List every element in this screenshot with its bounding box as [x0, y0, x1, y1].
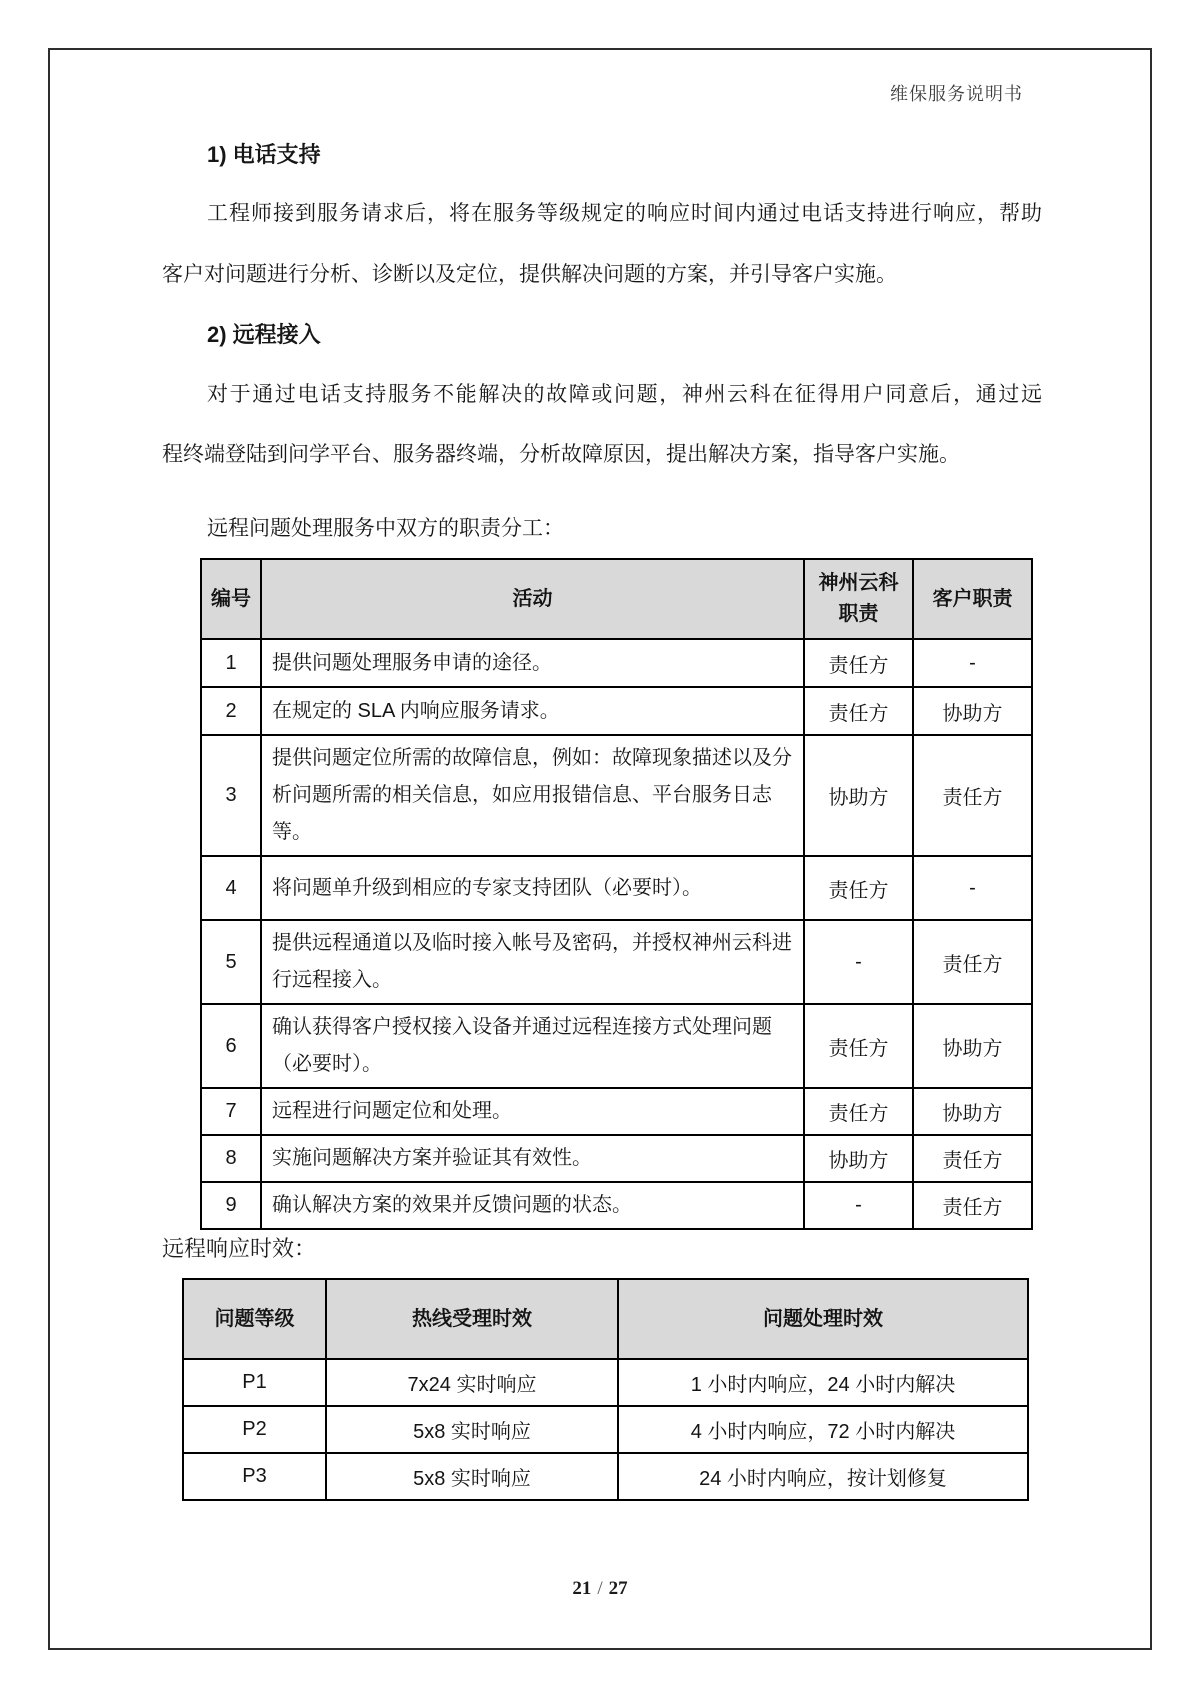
- cell-vendor-role: 责任方: [804, 856, 913, 920]
- section-1-paragraph-line-1: 工程师接到服务请求后，将在服务等级规定的响应时间内通过电话支持进行响应，帮助: [207, 202, 1042, 225]
- cell-activity: 确认获得客户授权接入设备并通过远程连接方式处理问题（必要时）。: [261, 1004, 804, 1088]
- page-number-total: 27: [608, 1578, 628, 1599]
- cell-vendor-role: 责任方: [804, 639, 913, 687]
- page-number-current: 21: [572, 1578, 592, 1599]
- header-vendor-role-text: 神州云科职责: [818, 572, 899, 625]
- responsibilities-header-row: [201, 559, 1032, 639]
- sla-header-row: [183, 1279, 1028, 1359]
- document-page-frame: [48, 48, 1152, 1650]
- table-row: [201, 1004, 1032, 1088]
- cell-activity: 在规定的 SLA 内响应服务请求。: [261, 687, 804, 735]
- cell-level: P3: [183, 1453, 326, 1500]
- cell-handling: 24 小时内响应，按计划修复: [618, 1453, 1028, 1500]
- cell-activity: 提供问题处理服务申请的途径。: [261, 639, 804, 687]
- document-header-title: 维保服务说明书: [890, 84, 1023, 104]
- cell-vendor-role: 责任方: [804, 1004, 913, 1088]
- cell-no: 5: [201, 920, 261, 1004]
- table-row: [201, 735, 1032, 856]
- sla-header-handling: 问题处理时效: [618, 1279, 1028, 1359]
- section-1-heading: 1) 电话支持: [207, 142, 321, 167]
- cell-vendor-role: -: [804, 920, 913, 1004]
- section-2-paragraph-line-1: 对于通过电话支持服务不能解决的故障或问题，神州云科在征得用户同意后，通过远: [207, 383, 1042, 406]
- cell-no: 8: [201, 1135, 261, 1182]
- cell-no: 7: [201, 1088, 261, 1135]
- header-activity: 活动: [261, 559, 804, 639]
- table-row: [201, 639, 1032, 687]
- cell-customer-role: -: [913, 856, 1032, 920]
- cell-activity: 提供远程通道以及临时接入帐号及密码，并授权神州云科进行远程接入。: [261, 920, 804, 1004]
- section-2-heading: 2) 远程接入: [207, 322, 321, 347]
- cell-vendor-role: 责任方: [804, 687, 913, 735]
- cell-level: P2: [183, 1406, 326, 1453]
- cell-customer-role: 协助方: [913, 1088, 1032, 1135]
- table-row: [201, 920, 1032, 1004]
- page-number-separator: /: [597, 1578, 603, 1599]
- section-1-paragraph-line-2: 客户对问题进行分析、诊断以及定位，提供解决问题的方案，并引导客户实施。: [162, 263, 897, 286]
- cell-activity: 实施问题解决方案并验证其有效性。: [261, 1135, 804, 1182]
- cell-no: 9: [201, 1182, 261, 1229]
- cell-no: 6: [201, 1004, 261, 1088]
- cell-hotline: 5x8 实时响应: [326, 1406, 618, 1453]
- sla-header-level: 问题等级: [183, 1279, 326, 1359]
- sla-row: [183, 1359, 1028, 1406]
- cell-activity: 将问题单升级到相应的专家支持团队（必要时）。: [261, 856, 804, 920]
- table-row: [201, 856, 1032, 920]
- cell-customer-role: 责任方: [913, 735, 1032, 856]
- cell-customer-role: 责任方: [913, 1182, 1032, 1229]
- table-row: [201, 687, 1032, 735]
- sla-row: [183, 1453, 1028, 1500]
- sla-row: [183, 1406, 1028, 1453]
- table-row: [201, 1135, 1032, 1182]
- cell-level: P1: [183, 1359, 326, 1406]
- table-row: [201, 1182, 1032, 1229]
- cell-customer-role: -: [913, 639, 1032, 687]
- cell-no: 4: [201, 856, 261, 920]
- header-no: 编号: [201, 559, 261, 639]
- cell-no: 1: [201, 639, 261, 687]
- cell-customer-role: 责任方: [913, 1135, 1032, 1182]
- cell-activity: 远程进行问题定位和处理。: [261, 1088, 804, 1135]
- cell-hotline: 7x24 实时响应: [326, 1359, 618, 1406]
- cell-handling: 1 小时内响应，24 小时内解决: [618, 1359, 1028, 1406]
- cell-customer-role: 责任方: [913, 920, 1032, 1004]
- responsibilities-table: [200, 558, 1033, 1230]
- sla-table-caption: 远程响应时效：: [162, 1236, 317, 1261]
- cell-hotline: 5x8 实时响应: [326, 1453, 618, 1500]
- header-customer-role: 客户职责: [913, 559, 1032, 639]
- sla-table: [182, 1278, 1029, 1501]
- cell-vendor-role: 协助方: [804, 1135, 913, 1182]
- responsibilities-table-caption: 远程问题处理服务中双方的职责分工：: [207, 517, 564, 540]
- cell-vendor-role: 责任方: [804, 1088, 913, 1135]
- cell-no: 3: [201, 735, 261, 856]
- header-vendor-role: [804, 559, 913, 639]
- cell-handling: 4 小时内响应，72 小时内解决: [618, 1406, 1028, 1453]
- cell-activity: 确认解决方案的效果并反馈问题的状态。: [261, 1182, 804, 1229]
- page-number: [50, 1578, 1150, 1600]
- cell-vendor-role: 协助方: [804, 735, 913, 856]
- cell-customer-role: 协助方: [913, 1004, 1032, 1088]
- cell-customer-role: 协助方: [913, 687, 1032, 735]
- cell-no: 2: [201, 687, 261, 735]
- cell-vendor-role: -: [804, 1182, 913, 1229]
- table-row: [201, 1088, 1032, 1135]
- section-2-paragraph-line-2: 程终端登陆到问学平台、服务器终端，分析故障原因，提出解决方案，指导客户实施。: [162, 443, 960, 466]
- sla-header-hotline: 热线受理时效: [326, 1279, 618, 1359]
- cell-activity: 提供问题定位所需的故障信息，例如：故障现象描述以及分析问题所需的相关信息，如应用报错信息、平台服务日志等。: [261, 735, 804, 856]
